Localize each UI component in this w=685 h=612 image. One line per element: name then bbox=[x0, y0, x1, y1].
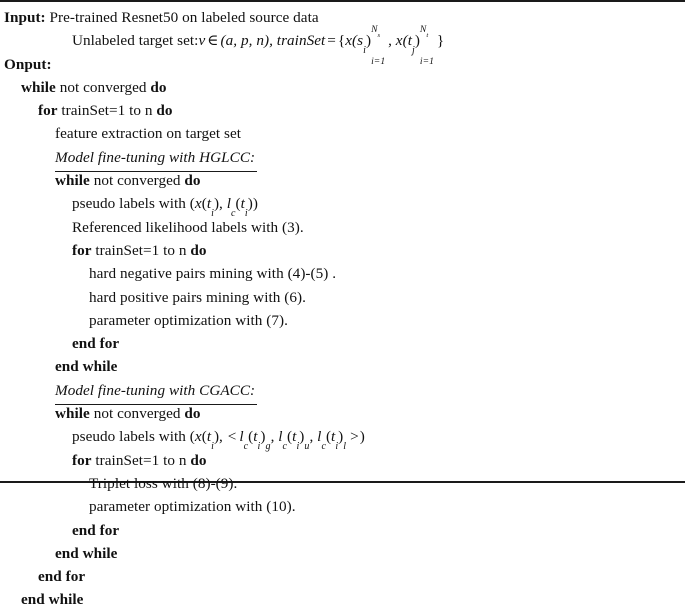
algorithm-line-for-trainset-outer bbox=[0, 99, 685, 122]
algorithm-line-for-trainset-cgacc bbox=[0, 449, 685, 472]
line-text: trainSet=1 to n bbox=[57, 102, 157, 120]
keyword: for bbox=[38, 102, 58, 120]
keyword: end for bbox=[72, 521, 120, 539]
keyword: end while bbox=[55, 544, 118, 562]
algorithm-line-feature-extraction bbox=[0, 122, 685, 145]
keyword: end while bbox=[21, 591, 84, 609]
keyword: end for bbox=[72, 335, 120, 353]
keyword: while bbox=[55, 172, 90, 190]
keyword: do bbox=[156, 102, 173, 120]
line-text: pseudo labels with bbox=[72, 428, 190, 446]
stage-heading-stage-hglcc: Model fine-tuning with HGLCC: bbox=[55, 146, 257, 169]
algorithm-line-end-for-cgacc bbox=[0, 519, 685, 542]
algorithm-line-end-while-hglcc bbox=[0, 355, 685, 378]
algorithm-line-hard-negative-mining bbox=[0, 262, 685, 285]
keyword: for bbox=[72, 451, 92, 469]
algorithm-line-end-for-hglcc bbox=[0, 332, 685, 355]
keyword: do bbox=[190, 451, 207, 469]
line-text: Referenced likelihood labels with (3). bbox=[72, 218, 304, 236]
line-text: parameter optimization with (7). bbox=[89, 311, 288, 329]
algorithm-line-pseudo-labels-hglcc bbox=[0, 192, 685, 219]
keyword: while bbox=[55, 405, 90, 423]
algorithm-line-parameter-optimization-10 bbox=[0, 495, 685, 518]
algorithm-line-while-outer bbox=[0, 76, 685, 99]
algorithm-line-referenced-likelihood bbox=[0, 216, 685, 239]
line-text: Triplet loss with (8)-(9). bbox=[89, 474, 238, 492]
keyword: do bbox=[184, 405, 201, 423]
algorithm-line-stage-cgacc bbox=[0, 379, 685, 402]
keyword: end while bbox=[55, 358, 118, 376]
input-line1-text: Pre-trained Resnet50 on labeled source data bbox=[49, 9, 319, 26]
keyword: do bbox=[184, 172, 201, 190]
algorithm-line-triplet-loss bbox=[0, 472, 685, 495]
line-text: trainSet=1 to n bbox=[91, 241, 191, 259]
line-text: pseudo labels with bbox=[72, 195, 190, 213]
algorithm-line-while-hglcc bbox=[0, 169, 685, 192]
algorithm-body bbox=[0, 76, 685, 612]
stage-heading-stage-cgacc: Model fine-tuning with CGACC: bbox=[55, 379, 257, 402]
algorithm-line-parameter-optimization-7 bbox=[0, 309, 685, 332]
algorithm-line-while-cgacc bbox=[0, 402, 685, 425]
output-label: Onput: bbox=[4, 55, 52, 73]
algorithm-line-pseudo-labels-cgacc bbox=[0, 425, 685, 452]
input-line2-math: v ∈ (a, p, n), trainSet = {$x(s_i)$ $N_s$ i=1 , $x(t_j)$ $N_t$ i=1 } bbox=[198, 24, 445, 68]
line-text: hard positive pairs mining with (6). bbox=[89, 288, 306, 306]
algorithm-line-end-for-outer bbox=[0, 565, 685, 588]
keyword: while bbox=[21, 78, 56, 96]
line-text: feature extraction on target set bbox=[55, 125, 242, 143]
algorithm-line-for-trainset-hglcc bbox=[0, 239, 685, 262]
keyword: for bbox=[72, 241, 92, 259]
line-text: not converged bbox=[55, 78, 151, 96]
input-line2-prefix: Unlabeled target set: bbox=[72, 32, 199, 50]
keyword: do bbox=[150, 78, 167, 96]
input-line bbox=[0, 6, 685, 29]
algorithm-line-end-while-outer bbox=[0, 588, 685, 611]
math-pseudo-labels-hglcc: ($x(t_i)$, $l_c(t_i)$) bbox=[189, 195, 258, 219]
algorithm-line-hard-positive-mining bbox=[0, 286, 685, 309]
line-text: parameter optimization with (10). bbox=[89, 498, 296, 516]
line-text: hard negative pairs mining with (4)-(5) . bbox=[89, 265, 337, 283]
line-text: not converged bbox=[89, 405, 185, 423]
keyword: do bbox=[190, 241, 207, 259]
algorithm-line-stage-hglcc bbox=[0, 146, 685, 169]
math-pseudo-labels-cgacc: ($x(t_i)$, < $l_c(t_i)_g$, $l_c(t_i)_u$, $l_c(t_i)_l>$) bbox=[189, 428, 365, 452]
keyword: end for bbox=[38, 568, 86, 586]
line-text: not converged bbox=[89, 172, 185, 190]
line-text: trainSet=1 to n bbox=[91, 451, 191, 469]
output-line bbox=[0, 53, 685, 76]
algorithm-line-end-while-cgacc bbox=[0, 542, 685, 565]
input-label: Input: bbox=[4, 9, 46, 26]
